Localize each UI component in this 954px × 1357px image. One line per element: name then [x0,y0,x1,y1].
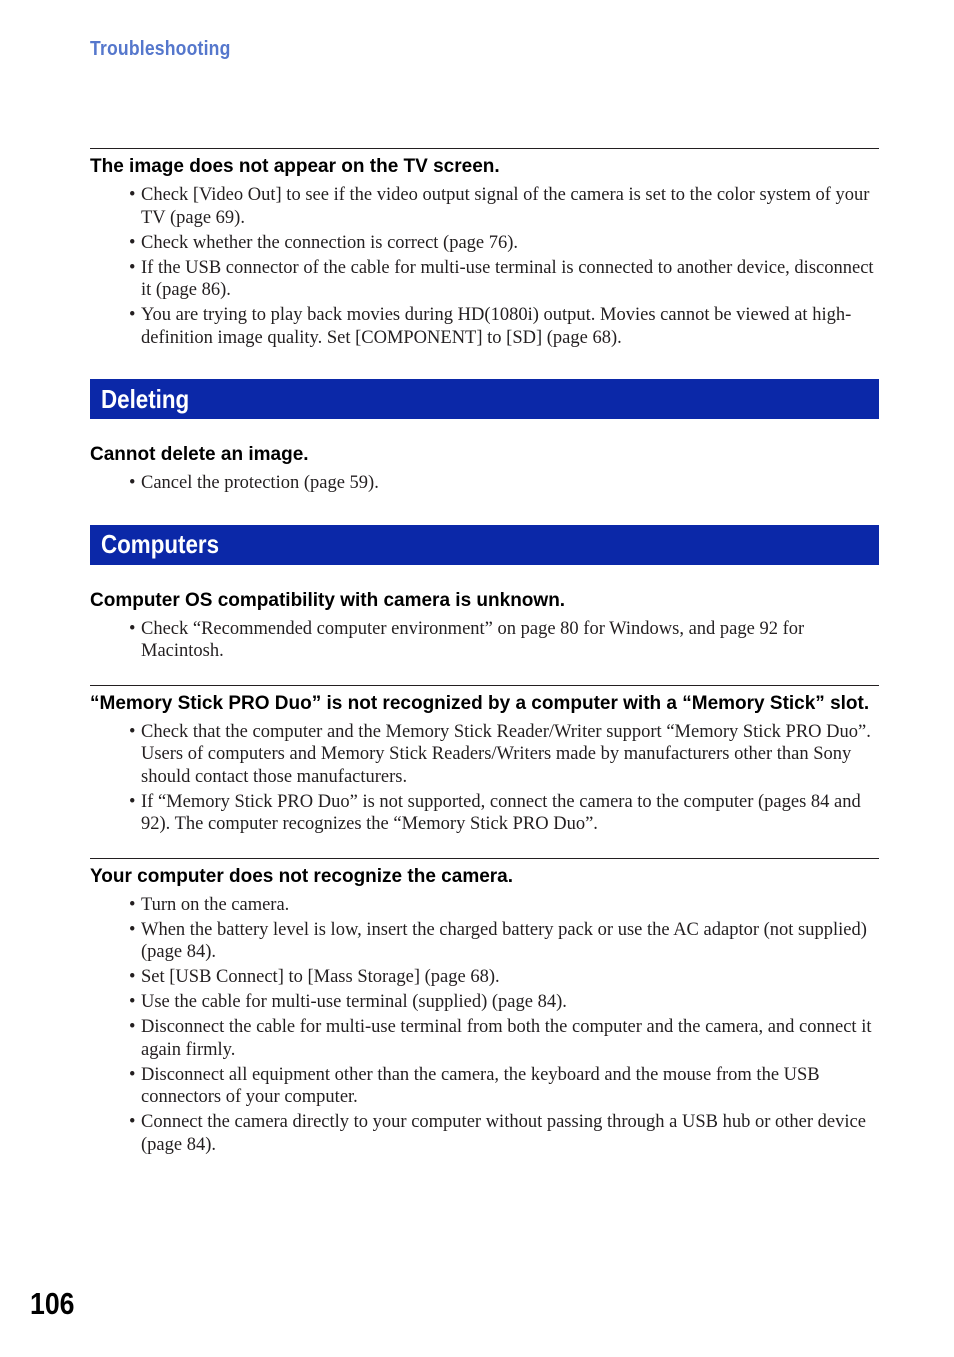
issue-title: The image does not appear on the TV screen. [90,156,500,177]
section-heading-deleting [90,379,879,419]
list-item: • You are trying to play back movies during HD(1080i) output. Movies cannot be viewed at high-definition image quality. Set [COMPONENT] to [SD] (page 68). [90,304,879,349]
list-item: • Disconnect the cable for multi-use terminal from both the computer and the camera, and connect it again firmly. [90,1016,879,1061]
list-item: • Connect the camera directly to your computer without passing through a USB hub or other device (page 84). [90,1111,879,1156]
bullet-list [90,894,879,1157]
section-heading-computers [90,525,879,565]
issue-memory-stick [90,685,879,836]
issue-title: Your computer does not recognize the camera. [90,865,514,887]
issue-cannot-delete [90,443,879,495]
list-item: • Disconnect all equipment other than the camera, the keyboard and the mouse from the USB connectors of your computer. [90,1064,879,1109]
issue-title: Cannot delete an image. [90,444,309,465]
bullet-list [90,618,879,663]
list-item: • Use the cable for multi-use terminal (supplied) (page 84). [90,991,879,1014]
list-item: • Turn on the camera. [90,894,879,917]
list-item: • Cancel the protection (page 59). [90,472,879,495]
issue-camera-not-recognized [90,858,879,1157]
list-item: • Check “Recommended computer environment” on page 80 for Windows, and page 92 for Macintosh. [90,618,879,663]
issue-title: Computer OS compatibility with camera is unknown. [90,589,566,611]
list-item: • Check [Video Out] to see if the video output signal of the camera is set to the color system of your TV (page 69). [90,184,879,229]
list-item: • If “Memory Stick PRO Duo” is not supported, connect the camera to the computer (pages 84 and 92). The computer recognizes the “Memory Stick PRO Duo”. [90,791,879,836]
list-item: • Set [USB Connect] to [Mass Storage] (page 68). [90,966,879,989]
page-number: 106 [30,1286,75,1321]
issue-title: “Memory Stick PRO Duo” is not recognized by a computer with a “Memory Stick” slot. [90,692,870,714]
issue-os-compatibility [90,589,879,663]
list-item: • Check that the computer and the Memory Stick Reader/Writer support “Memory Stick PRO Duo”. Users of computers and Memory Stick Readers/Writers made by manufacturers other than Sony should contact those manufacturers. [90,721,879,789]
list-item: • When the battery level is low, insert the charged battery pack or use the AC adaptor (not supplied) (page 84). [90,919,879,964]
page-content [90,148,879,1178]
section-heading-label: Deleting [101,383,190,414]
running-head: Troubleshooting [90,38,231,60]
issue-tv-screen [90,148,879,349]
bullet-list [90,472,879,495]
list-item: • If the USB connector of the cable for multi-use terminal is connected to another device, disconnect it (page 86). [90,257,879,302]
bullet-list [90,184,879,349]
section-heading-label: Computers [101,529,220,559]
list-item: • Check whether the connection is correct (page 76). [90,232,879,255]
bullet-list [90,721,879,836]
